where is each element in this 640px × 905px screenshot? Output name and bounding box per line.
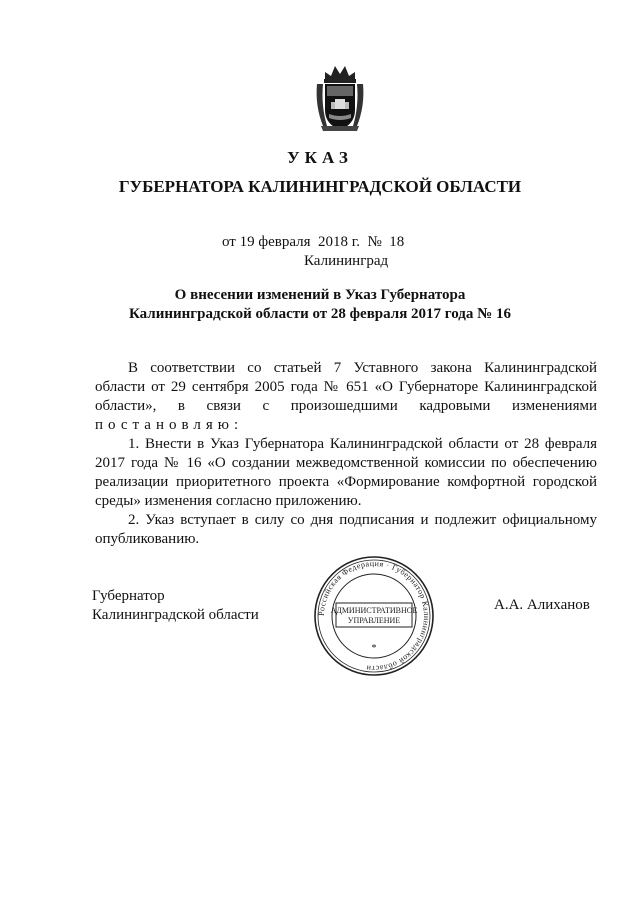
date-number-line: от 19 февраля 2018 г. № 18 bbox=[222, 234, 405, 250]
paragraph-line: 2. Указ вступает в силу со дня подписания и подлежит официальному bbox=[128, 512, 597, 528]
signatory-role-line-2: Калининградской области bbox=[92, 607, 259, 623]
official-seal-icon bbox=[312, 554, 436, 678]
signatory-role bbox=[92, 587, 259, 625]
paragraph-line: области», в связи с произошедшими кадровыми изменениями bbox=[95, 398, 597, 414]
paragraph-3 bbox=[95, 511, 597, 549]
city-line: Калининград bbox=[304, 253, 389, 269]
document-type-title: УКАЗ bbox=[287, 148, 353, 167]
paragraph-line: постановляю: bbox=[95, 417, 244, 433]
paragraph-line: реализации приоритетного проекта «Формирование комфортной городской bbox=[95, 474, 597, 490]
signatory-role-line-1: Губернатор bbox=[92, 588, 165, 604]
subject-line-2: Калининградской области от 28 февраля 2017 года № 16 bbox=[129, 306, 511, 322]
subject-line-1: О внесении изменений в Указ Губернатора bbox=[174, 287, 466, 303]
paragraph-line: 2017 года № 16 «О создании межведомственной комиссии по обеспечению bbox=[95, 455, 597, 471]
seal-star: * bbox=[371, 643, 377, 654]
coat-of-arms-icon bbox=[313, 62, 367, 134]
issuer-title: ГУБЕРНАТОРА КАЛИНИНГРАДСКОЙ ОБЛАСТИ bbox=[118, 177, 522, 196]
seal-outer-text: Российская Федерация · Губернатор Калининградской области bbox=[316, 558, 432, 674]
signatory-name: А.А. Алиханов bbox=[494, 597, 590, 613]
seal-inner-line-2: УПРАВЛЕНИЕ bbox=[347, 616, 401, 625]
paragraph-line: области от 29 сентября 2005 года № 651 «О Губернаторе Калининградской bbox=[95, 379, 597, 395]
paragraph-2 bbox=[95, 435, 597, 511]
paragraph-line: 1. Внести в Указ Губернатора Калининградской области от 28 февраля bbox=[128, 436, 597, 452]
paragraph-line: среды» изменения согласно приложению. bbox=[95, 493, 362, 509]
paragraph-1 bbox=[95, 359, 597, 435]
paragraph-line: опубликованию. bbox=[95, 531, 200, 547]
paragraph-line: В соответствии со статьей 7 Уставного закона Калининградской bbox=[128, 360, 597, 376]
seal-inner-line-1: АДМИНИСТРАТИВНОЕ bbox=[330, 606, 418, 615]
